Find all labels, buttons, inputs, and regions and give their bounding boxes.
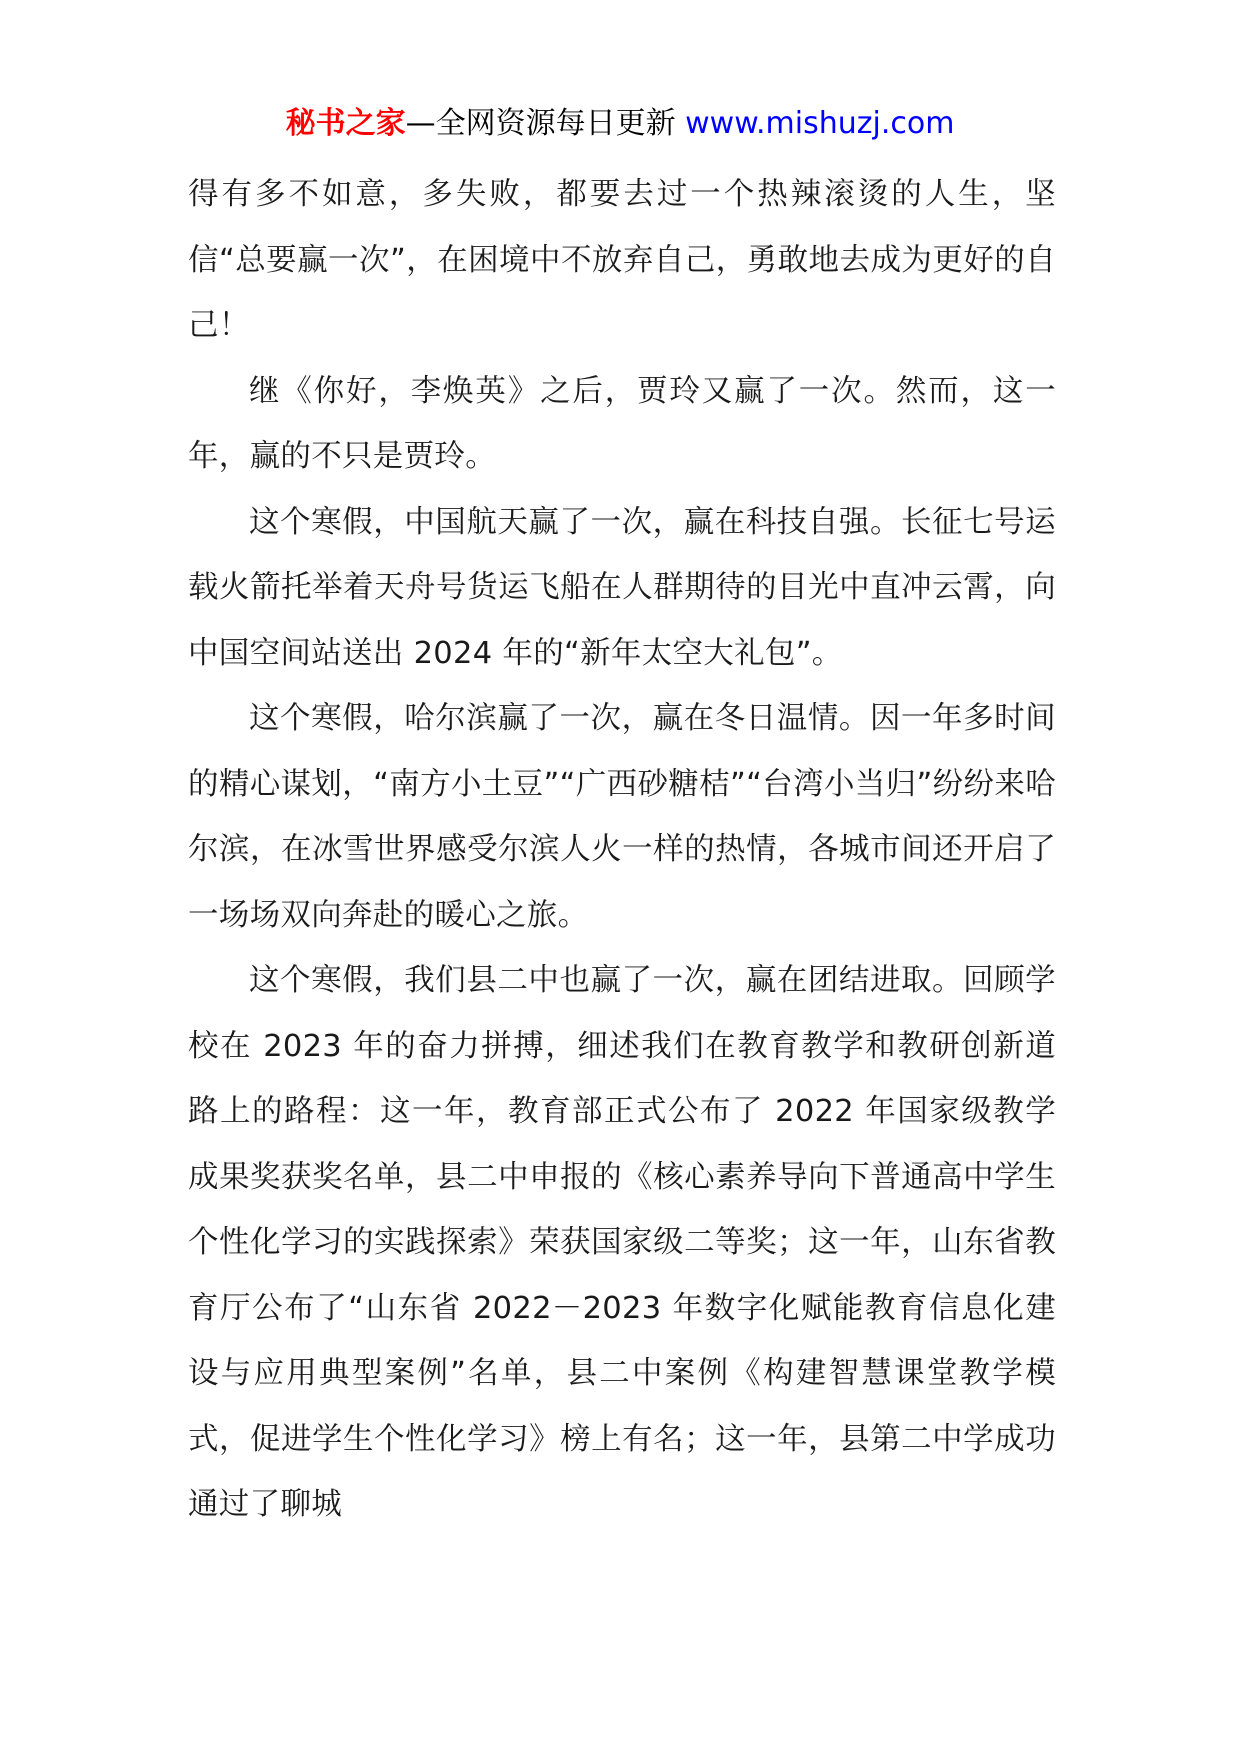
paragraph-harbin: 这个寒假，哈尔滨赢了一次，赢在冬日温情。因一年多时间的精心谋划，“南方小土豆”“广西砂糖桔”“台湾小当归”纷纷来哈尔滨，在冰雪世界感受尔滨人火一样的热情，各城市间还开启了一场场双向奔赴的暖心之旅。	[188, 701, 1056, 933]
document-body	[188, 162, 1056, 1538]
paragraph-jia-ling: 继《你好，李焕英》之后，贾玲又赢了一次。然而，这一年，赢的不只是贾玲。	[188, 373, 1056, 474]
site-header	[0, 102, 1240, 146]
site-url-link[interactable]: www.mishuzj.com	[685, 106, 955, 141]
paragraph-china-aerospace: 这个寒假，中国航天赢了一次，赢在科技自强。长征七号运载火箭托举着天舟号货运飞船在人群期待的目光中直冲云霄，向中国空间站送出 2024 年的“新年太空大礼包”。	[188, 504, 1056, 671]
paragraph-continuation: 得有多不如意，多失败，都要去过一个热辣滚烫的人生，坚信“总要赢一次”，在困境中不放弃自己，勇敢地去成为更好的自己！	[188, 177, 1056, 343]
paragraph-school-achievements: 这个寒假，我们县二中也赢了一次，赢在团结进取。回顾学校在 2023 年的奋力拼搏，细述我们在教育教学和教研创新道路上的路程：这一年，教育部正式公布了 2022 年国家级教学成果奖获奖名单，县二中申报的《核心素养导向下普通高中学生个性化学习的实践探索》荣获国家级二等奖；这一年，山东省教育厅公布了“山东省 2022－2023 年数字化赋能教育信息化建设与应用典型案例”名单，县二中案例《构建智慧课堂教学模式，促进学生个性化学习》榜上有名；这一年，县第二中学成功通过了聊城	[188, 963, 1056, 1522]
brand-name: 秘书之家	[285, 106, 406, 141]
site-tagline: —全网资源每日更新	[405, 106, 686, 141]
